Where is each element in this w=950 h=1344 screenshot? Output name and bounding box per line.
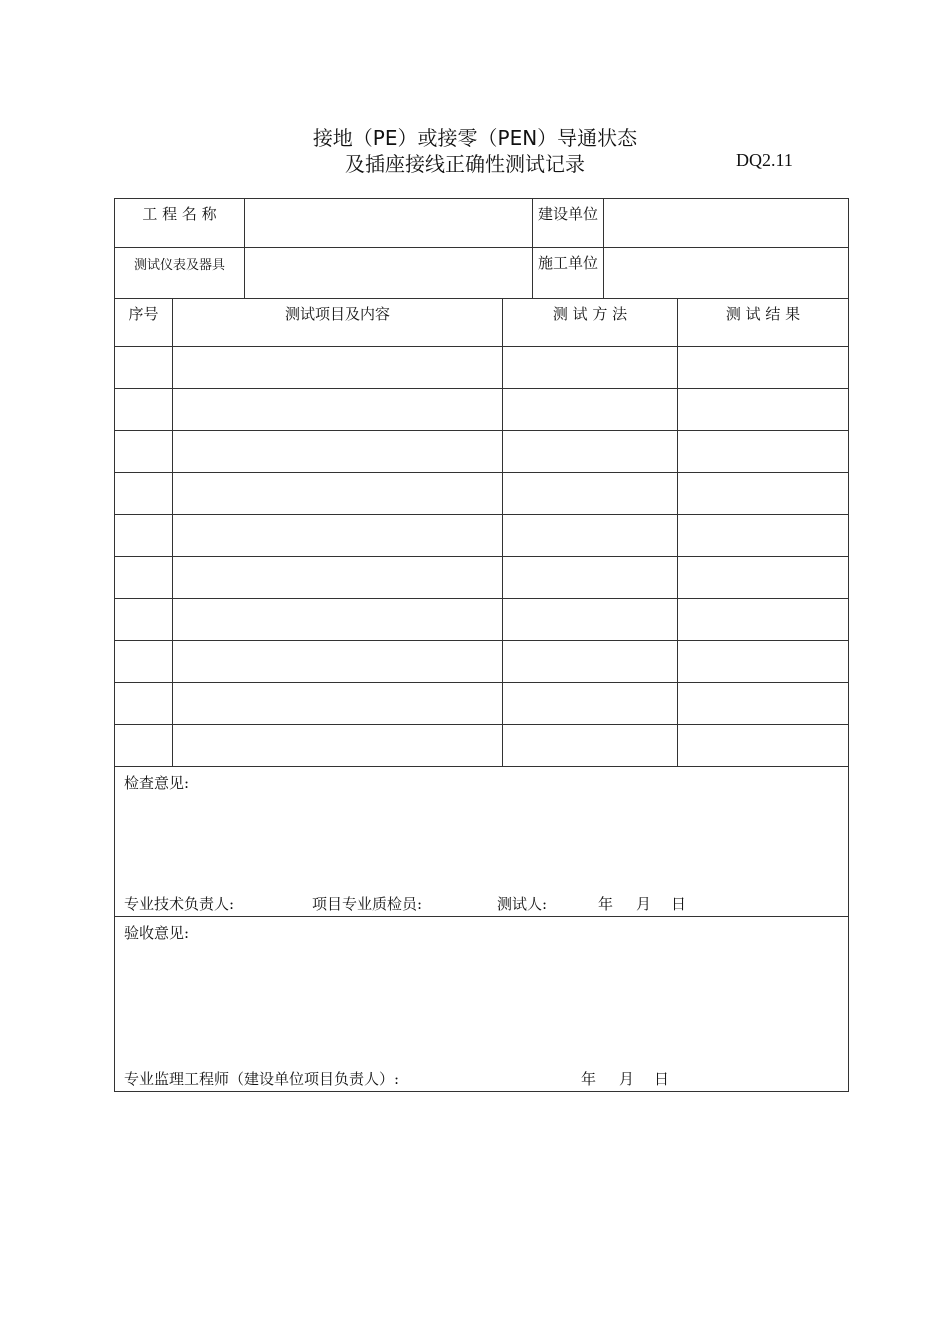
acceptance-day-label: 日 (654, 1070, 670, 1088)
contractor-field[interactable] (604, 248, 849, 299)
inspection-row (115, 767, 849, 917)
client-field[interactable] (604, 199, 849, 248)
method-cell[interactable] (503, 725, 678, 767)
project-name-field[interactable] (245, 199, 533, 248)
result-cell[interactable] (678, 557, 849, 599)
col-method-header: 测 试 方 法 (503, 299, 678, 347)
item-cell[interactable] (173, 389, 503, 431)
method-cell[interactable] (503, 473, 678, 515)
method-cell[interactable] (503, 515, 678, 557)
inspection-year-label: 年 (598, 895, 614, 913)
table-row (115, 347, 849, 389)
inspection-opinion-label: 检查意见: (124, 774, 190, 792)
inspection-month-label: 月 (636, 895, 652, 913)
result-cell[interactable] (678, 641, 849, 683)
column-header-row (115, 299, 849, 347)
seq-cell[interactable] (115, 473, 173, 515)
tester-label: 测试人: (497, 895, 548, 913)
client-label: 建设单位 (533, 199, 604, 248)
instrument-field[interactable] (245, 248, 533, 299)
instrument-row (115, 248, 849, 299)
col-seq-header: 序号 (115, 299, 173, 347)
seq-cell[interactable] (115, 599, 173, 641)
method-cell[interactable] (503, 557, 678, 599)
instrument-label: 测试仪表及器具 (115, 248, 245, 299)
table-row (115, 641, 849, 683)
item-cell[interactable] (173, 683, 503, 725)
item-cell[interactable] (173, 641, 503, 683)
table-row (115, 683, 849, 725)
item-cell[interactable] (173, 557, 503, 599)
seq-cell[interactable] (115, 683, 173, 725)
seq-cell[interactable] (115, 557, 173, 599)
table-row (115, 389, 849, 431)
item-cell[interactable] (173, 725, 503, 767)
method-cell[interactable] (503, 683, 678, 725)
acceptance-month-label: 月 (619, 1070, 635, 1088)
acceptance-opinion-box[interactable] (115, 917, 849, 1092)
seq-cell[interactable] (115, 431, 173, 473)
table-row (115, 725, 849, 767)
method-cell[interactable] (503, 599, 678, 641)
form-code: DQ2.11 (736, 150, 793, 170)
result-cell[interactable] (678, 431, 849, 473)
method-cell[interactable] (503, 347, 678, 389)
item-cell[interactable] (173, 515, 503, 557)
project-row (115, 199, 849, 248)
acceptance-row (115, 917, 849, 1092)
record-table (114, 198, 849, 1092)
col-item-header: 测试项目及内容 (173, 299, 503, 347)
table-row (115, 431, 849, 473)
item-cell[interactable] (173, 473, 503, 515)
form-title-line1: 接地（PE）或接零（PEN）导通状态 (312, 126, 638, 150)
form-title-line2: 及插座接线正确性测试记录 (345, 152, 585, 176)
result-cell[interactable] (678, 473, 849, 515)
method-cell[interactable] (503, 389, 678, 431)
qc-inspector-label: 项目专业质检员: (312, 895, 423, 913)
contractor-label: 施工单位 (533, 248, 604, 299)
inspection-day-label: 日 (671, 895, 687, 913)
table-row (115, 599, 849, 641)
result-cell[interactable] (678, 389, 849, 431)
result-cell[interactable] (678, 515, 849, 557)
table-row (115, 557, 849, 599)
item-cell[interactable] (173, 347, 503, 389)
seq-cell[interactable] (115, 641, 173, 683)
method-cell[interactable] (503, 641, 678, 683)
project-name-label: 工 程 名 称 (115, 199, 245, 248)
item-cell[interactable] (173, 431, 503, 473)
table-row (115, 473, 849, 515)
result-cell[interactable] (678, 725, 849, 767)
acceptance-opinion-label: 验收意见: (124, 924, 190, 942)
item-cell[interactable] (173, 599, 503, 641)
tech-lead-label: 专业技术负责人: (124, 895, 235, 913)
inspection-opinion-box[interactable] (115, 767, 849, 917)
table-row (115, 515, 849, 557)
seq-cell[interactable] (115, 725, 173, 767)
supervisor-label: 专业监理工程师（建设单位项目负责人）: (124, 1070, 400, 1088)
seq-cell[interactable] (115, 347, 173, 389)
method-cell[interactable] (503, 431, 678, 473)
col-result-header: 测 试 结 果 (678, 299, 849, 347)
result-cell[interactable] (678, 599, 849, 641)
result-cell[interactable] (678, 683, 849, 725)
acceptance-year-label: 年 (581, 1070, 597, 1088)
result-cell[interactable] (678, 347, 849, 389)
seq-cell[interactable] (115, 515, 173, 557)
seq-cell[interactable] (115, 389, 173, 431)
